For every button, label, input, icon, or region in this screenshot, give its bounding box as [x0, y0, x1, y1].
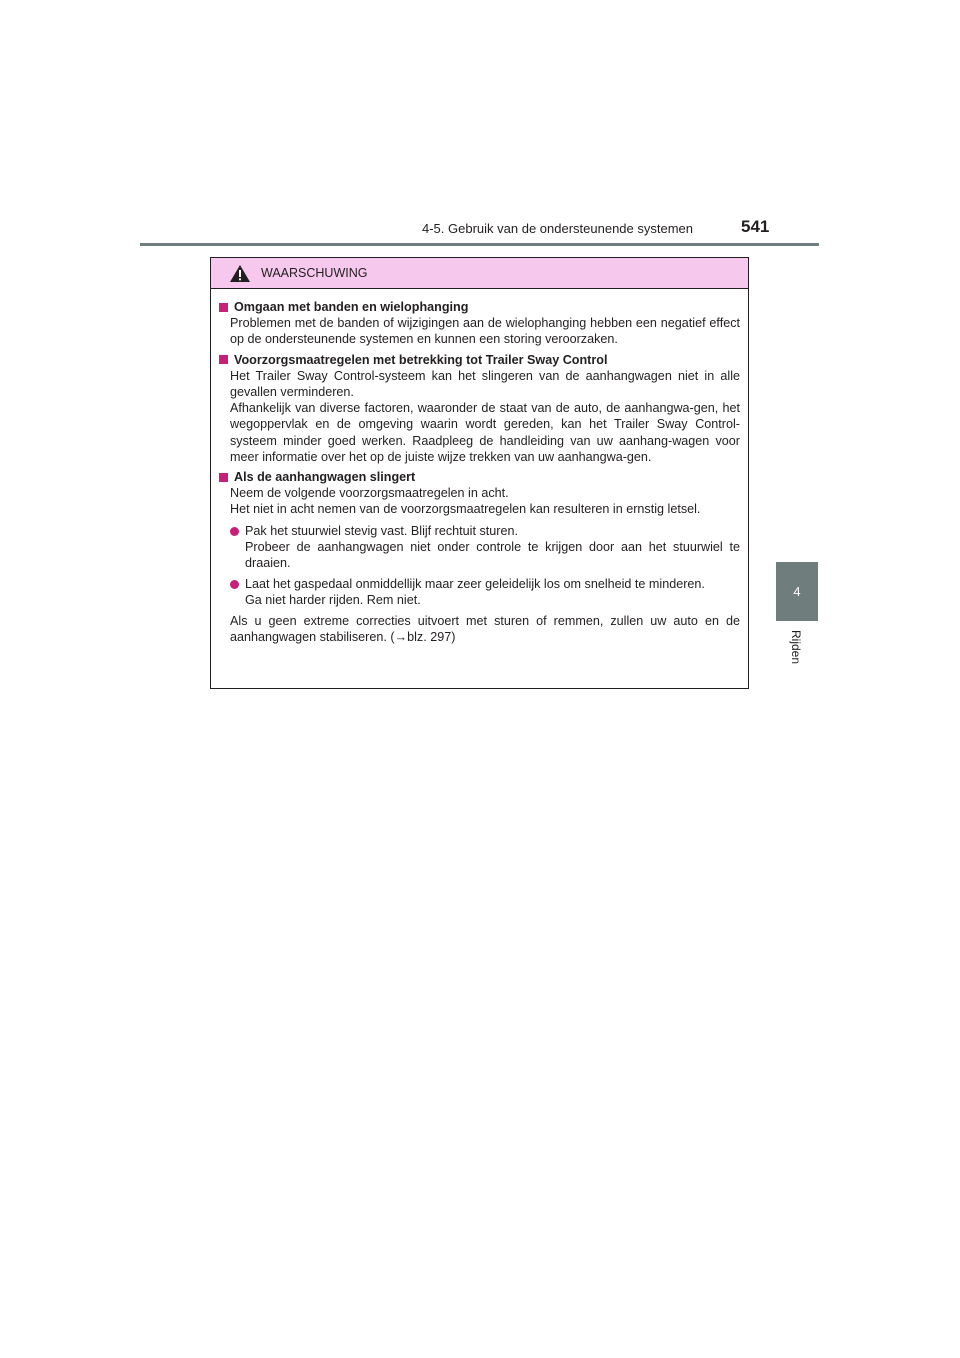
round-bullet-icon: [230, 580, 239, 589]
round-bullet-icon: [230, 527, 239, 536]
warning-body: [211, 289, 748, 645]
section-heading: Voorzorgsmaatregelen met betrekking tot Trailer Sway Control: [234, 352, 608, 367]
closing-paragraph: Als u geen extreme correcties uitvoert met sturen of remmen, zullen uw auto en de aanhangwagen stabiliseren. (→blz. 297): [230, 613, 740, 644]
chapter-number: 4: [793, 584, 801, 599]
section-trailer-swaying: [219, 469, 740, 645]
page-number: 541: [741, 217, 770, 236]
section-heading: Omgaan met banden en wielophanging: [234, 300, 469, 314]
chapter-label: Rijden: [789, 630, 803, 665]
list-item: Pak het stuurwiel stevig vast. Blijf rechtuit sturen. Probeer de aanhangwagen niet onder controle te krijgen door aan het stuurwiel te draaien.: [219, 523, 740, 572]
section-paragraph: Neem de volgende voorzorgsmaatregelen in acht.: [230, 486, 509, 501]
square-bullet-icon: [219, 473, 228, 482]
section-paragraph: Problemen met de banden of wijzigingen aan de wielophanging hebben een negatief effect op de ondersteunende systemen en kunnen een storing veroorzaken.: [230, 316, 740, 347]
section-paragraph: Afhankelijk van diverse factoren, waaronder de staat van de auto, de aanhangwa-gen, het wegoppervlak en de omgeving waarin wordt gereden, kan het Trailer Sway Control-systeem minder goed werken. Raadpleeg de handleiding van uw aanhang-wagen voor meer informatie over het op de juiste wijze trekken van uw aanhangwa-gen.: [230, 401, 740, 464]
warning-box: [210, 257, 749, 689]
header-divider: [140, 243, 819, 246]
list-item: Laat het gaspedaal onmiddellijk maar zeer geleidelijk los om snelheid te minderen. Ga niet harder rijden. Rem niet.: [219, 576, 740, 608]
square-bullet-icon: [219, 303, 228, 312]
square-bullet-icon: [219, 355, 228, 364]
chapter-tab: [776, 562, 818, 621]
page-header-title: 4-5. Gebruik van de ondersteunende systemen: [422, 221, 694, 236]
section-heading: Als de aanhangwagen slingert: [234, 470, 416, 485]
section-paragraph: Het niet in acht nemen van de voorzorgsmaatregelen kan resulteren in ernstig letsel.: [230, 502, 701, 517]
warning-triangle-icon: [229, 264, 251, 283]
section-trailer-sway: [219, 352, 740, 465]
section-paragraph: Het Trailer Sway Control-systeem kan het slingeren van de aanhangwagen niet in alle gevallen verminderen.: [230, 368, 740, 400]
warning-title: WAARSCHUWING: [261, 266, 368, 280]
section-tires: [219, 299, 740, 348]
warning-header: [211, 258, 748, 289]
